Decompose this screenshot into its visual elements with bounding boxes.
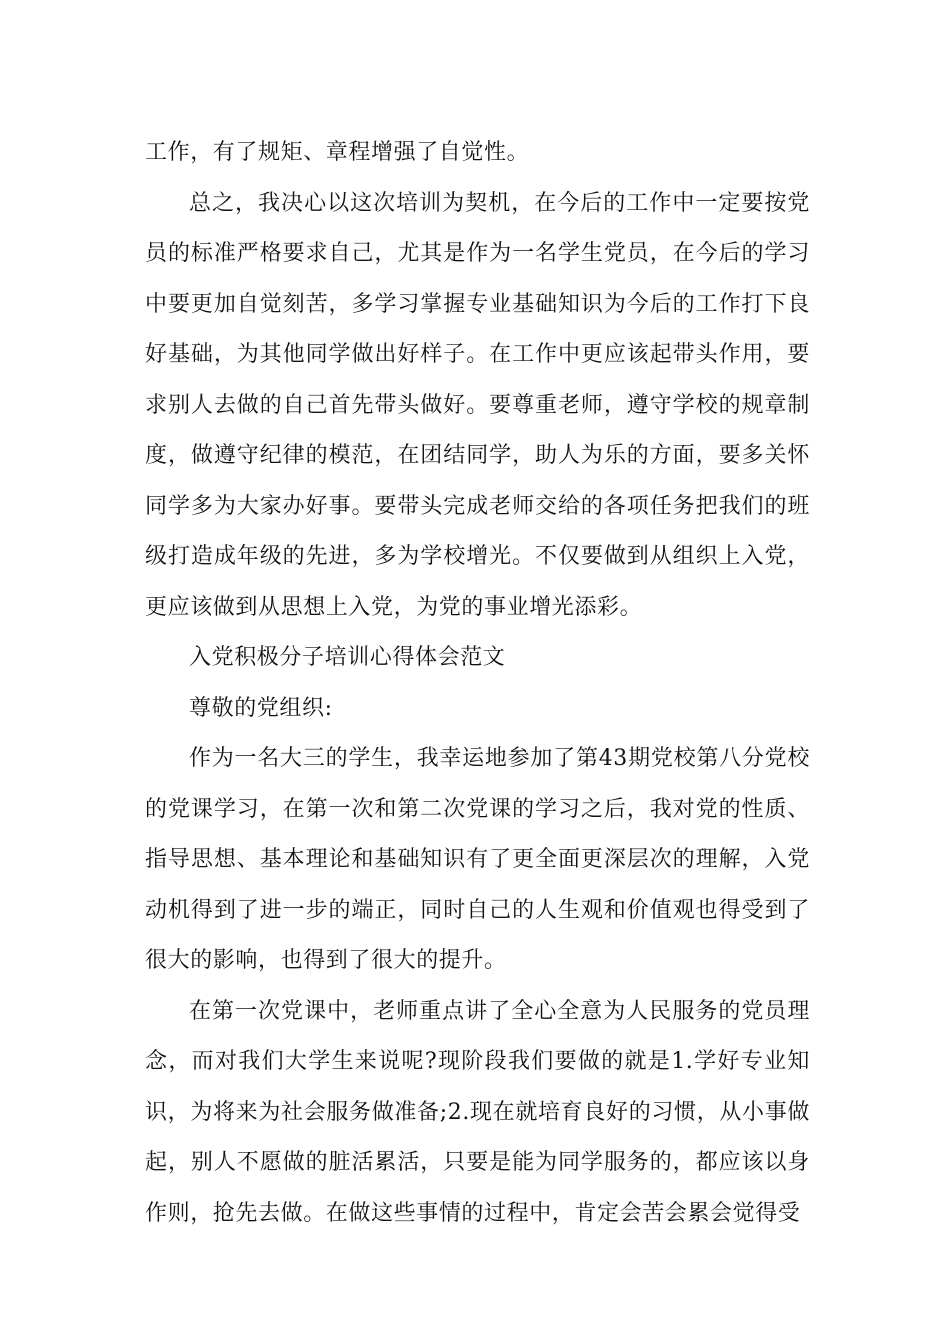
paragraph-continuation: 工作，有了规矩、章程增强了自觉性。 <box>145 140 530 165</box>
essay-title: 入党积极分子培训心得体会范文 <box>189 645 506 670</box>
paragraph-intro: 作为一名大三的学生，我幸运地参加了第43期党校第八分党校的党课学习，在第一次和第二次党课的学习之后，我对党的性质、指导思想、基本理论和基础知识有了更全面更深层次的理解，入党动机得到了进一步的端正，同时自己的人生观和价值观也得受到了很大的影响，也得到了很大的提升。 <box>145 746 810 973</box>
salutation: 尊敬的党组织: <box>189 695 333 721</box>
paragraph-first-lesson: 在第一次党课中，老师重点讲了全心全意为人民服务的党员理念，而对我们大学生来说呢?现阶段我们要做的就是1.学好专业知识，为将来为社会服务做准备;2.现在就培育良好的习惯，从小事做起，别人不愿做的脏活累活，只要是能为同学服务的，都应该以身作则，抢先去做。在做这些事情的过程中，肯定会苦会累会觉得受 <box>145 998 810 1226</box>
document-body <box>145 128 810 1239</box>
paragraph-conclusion: 总之，我决心以这次培训为契机，在今后的工作中一定要按党员的标准严格要求自己，尤其是作为一名学生党员，在今后的学习中要更加自觉刻苦，多学习掌握专业基础知识为今后的工作打下良好基础，为其他同学做出好样子。在工作中更应该起带头作用，要求别人去做的自己首先带头做好。要尊重老师，遵守学校的规章制度，做遵守纪律的模范，在团结同学，助人为乐的方面，要多关怀同学多为大家办好事。要带头完成老师交给的各项任务把我们的班级打造成年级的先进，多为学校增光。不仅要做到从组织上入党，更应该做到从思想上入党，为党的事业增光添彩。 <box>145 190 810 620</box>
